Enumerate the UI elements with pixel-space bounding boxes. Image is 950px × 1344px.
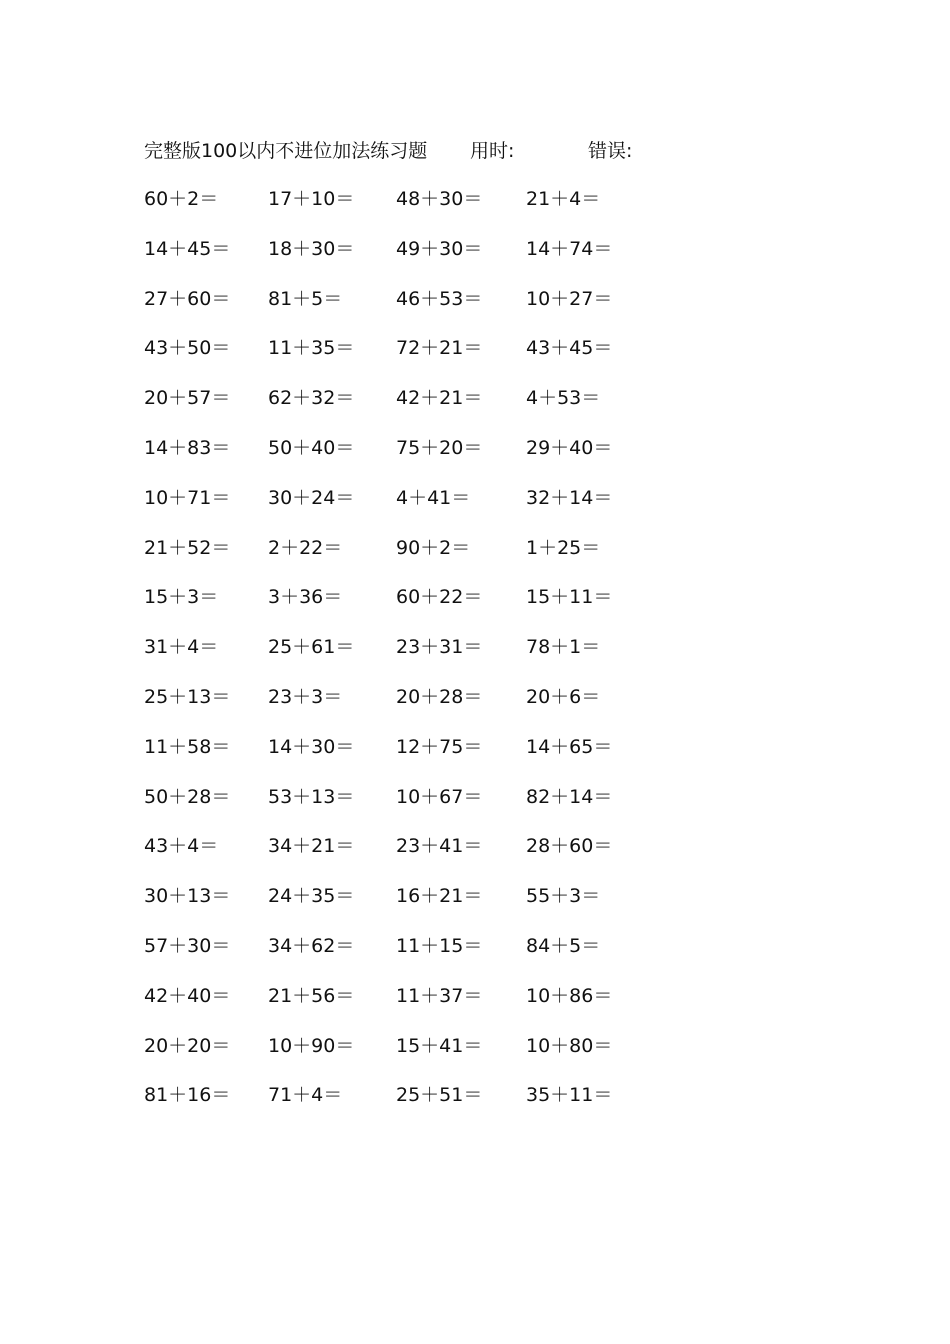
addition-problem: 21＋52＝ — [144, 536, 231, 559]
problem-row — [0, 931, 950, 981]
errors-label: 错误: — [588, 140, 633, 162]
addition-problem: 60＋22＝ — [396, 586, 483, 609]
addition-problem: 1＋25＝ — [526, 536, 601, 559]
addition-problem: 14＋83＝ — [144, 436, 231, 459]
addition-problem: 25＋61＝ — [268, 636, 355, 659]
addition-problem: 81＋5＝ — [268, 287, 343, 310]
addition-problem: 20＋20＝ — [144, 1034, 231, 1057]
addition-problem: 29＋40＝ — [526, 436, 613, 459]
problem-row — [0, 284, 950, 334]
problem-row — [0, 533, 950, 583]
addition-problem: 55＋3＝ — [526, 885, 601, 908]
addition-problem: 30＋24＝ — [268, 486, 355, 509]
addition-problem: 10＋86＝ — [526, 984, 613, 1007]
addition-problem: 82＋14＝ — [526, 785, 613, 808]
addition-problem: 31＋4＝ — [144, 636, 219, 659]
addition-problem: 23＋41＝ — [396, 835, 483, 858]
addition-problem: 16＋21＝ — [396, 885, 483, 908]
worksheet-title: 完整版100以内不进位加法练习题 — [144, 140, 428, 162]
addition-problem: 50＋40＝ — [268, 436, 355, 459]
addition-problem: 81＋16＝ — [144, 1084, 231, 1107]
problem-row — [0, 881, 950, 931]
addition-problem: 14＋30＝ — [268, 735, 355, 758]
addition-problem: 50＋28＝ — [144, 785, 231, 808]
addition-problem: 15＋11＝ — [526, 586, 613, 609]
addition-problem: 24＋35＝ — [268, 885, 355, 908]
addition-problem: 15＋41＝ — [396, 1034, 483, 1057]
addition-problem: 72＋21＝ — [396, 337, 483, 360]
addition-problem: 53＋13＝ — [268, 785, 355, 808]
addition-problem: 42＋21＝ — [396, 387, 483, 410]
addition-problem: 4＋53＝ — [526, 387, 601, 410]
addition-problem: 48＋30＝ — [396, 188, 483, 210]
addition-problem: 57＋30＝ — [144, 934, 231, 957]
addition-problem: 14＋45＝ — [144, 237, 231, 260]
addition-problem: 4＋41＝ — [396, 486, 471, 509]
problem-row — [0, 582, 950, 632]
addition-problem: 10＋67＝ — [396, 785, 483, 808]
addition-problem: 14＋74＝ — [526, 237, 613, 260]
addition-problem: 43＋4＝ — [144, 835, 219, 858]
addition-problem: 10＋71＝ — [144, 486, 231, 509]
addition-problem: 18＋30＝ — [268, 237, 355, 260]
addition-problem: 43＋50＝ — [144, 337, 231, 360]
problem-row — [0, 632, 950, 682]
addition-problem: 11＋35＝ — [268, 337, 355, 360]
problem-row — [0, 682, 950, 732]
addition-problem: 78＋1＝ — [526, 636, 601, 659]
addition-problem: 25＋13＝ — [144, 685, 231, 708]
addition-problem: 42＋40＝ — [144, 984, 231, 1007]
problem-row — [0, 483, 950, 533]
addition-problem: 20＋6＝ — [526, 685, 601, 708]
addition-problem: 71＋4＝ — [268, 1084, 343, 1107]
problem-row — [0, 831, 950, 881]
problem-row — [0, 333, 950, 383]
addition-problem: 30＋13＝ — [144, 885, 231, 908]
addition-problem: 49＋30＝ — [396, 237, 483, 260]
problem-row — [0, 732, 950, 782]
addition-problem: 21＋4＝ — [526, 188, 601, 210]
addition-problem: 11＋15＝ — [396, 934, 483, 957]
addition-problem: 3＋36＝ — [268, 586, 343, 609]
problem-row — [0, 234, 950, 284]
problem-row — [0, 383, 950, 433]
addition-problem: 84＋5＝ — [526, 934, 601, 957]
addition-problem: 11＋37＝ — [396, 984, 483, 1007]
problem-row — [0, 981, 950, 1031]
addition-problem: 17＋10＝ — [268, 188, 355, 210]
problem-row — [0, 782, 950, 832]
addition-problem: 11＋58＝ — [144, 735, 231, 758]
problem-row — [0, 1031, 950, 1081]
problem-row — [0, 184, 950, 234]
addition-problem: 2＋22＝ — [268, 536, 343, 559]
addition-problem: 27＋60＝ — [144, 287, 231, 310]
problem-row — [0, 1080, 950, 1130]
addition-problem: 15＋3＝ — [144, 586, 219, 609]
addition-problem: 34＋62＝ — [268, 934, 355, 957]
addition-problem: 90＋2＝ — [396, 536, 471, 559]
addition-problem: 20＋28＝ — [396, 685, 483, 708]
worksheet-header — [144, 136, 704, 166]
addition-problem: 10＋27＝ — [526, 287, 613, 310]
addition-problem: 12＋75＝ — [396, 735, 483, 758]
addition-problem: 46＋53＝ — [396, 287, 483, 310]
addition-problem: 20＋57＝ — [144, 387, 231, 410]
problem-row — [0, 433, 950, 483]
addition-problem: 23＋3＝ — [268, 685, 343, 708]
addition-problem: 35＋11＝ — [526, 1084, 613, 1107]
time-label: 用时: — [470, 140, 515, 162]
addition-problem: 23＋31＝ — [396, 636, 483, 659]
addition-problem: 60＋2＝ — [144, 188, 219, 210]
addition-problem: 10＋90＝ — [268, 1034, 355, 1057]
addition-problem: 28＋60＝ — [526, 835, 613, 858]
addition-problem: 62＋32＝ — [268, 387, 355, 410]
addition-problem: 75＋20＝ — [396, 436, 483, 459]
addition-problem: 25＋51＝ — [396, 1084, 483, 1107]
addition-problem: 10＋80＝ — [526, 1034, 613, 1057]
addition-problem: 34＋21＝ — [268, 835, 355, 858]
addition-problem: 14＋65＝ — [526, 735, 613, 758]
addition-problem: 43＋45＝ — [526, 337, 613, 360]
addition-problem: 21＋56＝ — [268, 984, 355, 1007]
problem-grid — [0, 184, 950, 1130]
addition-problem: 32＋14＝ — [526, 486, 613, 509]
